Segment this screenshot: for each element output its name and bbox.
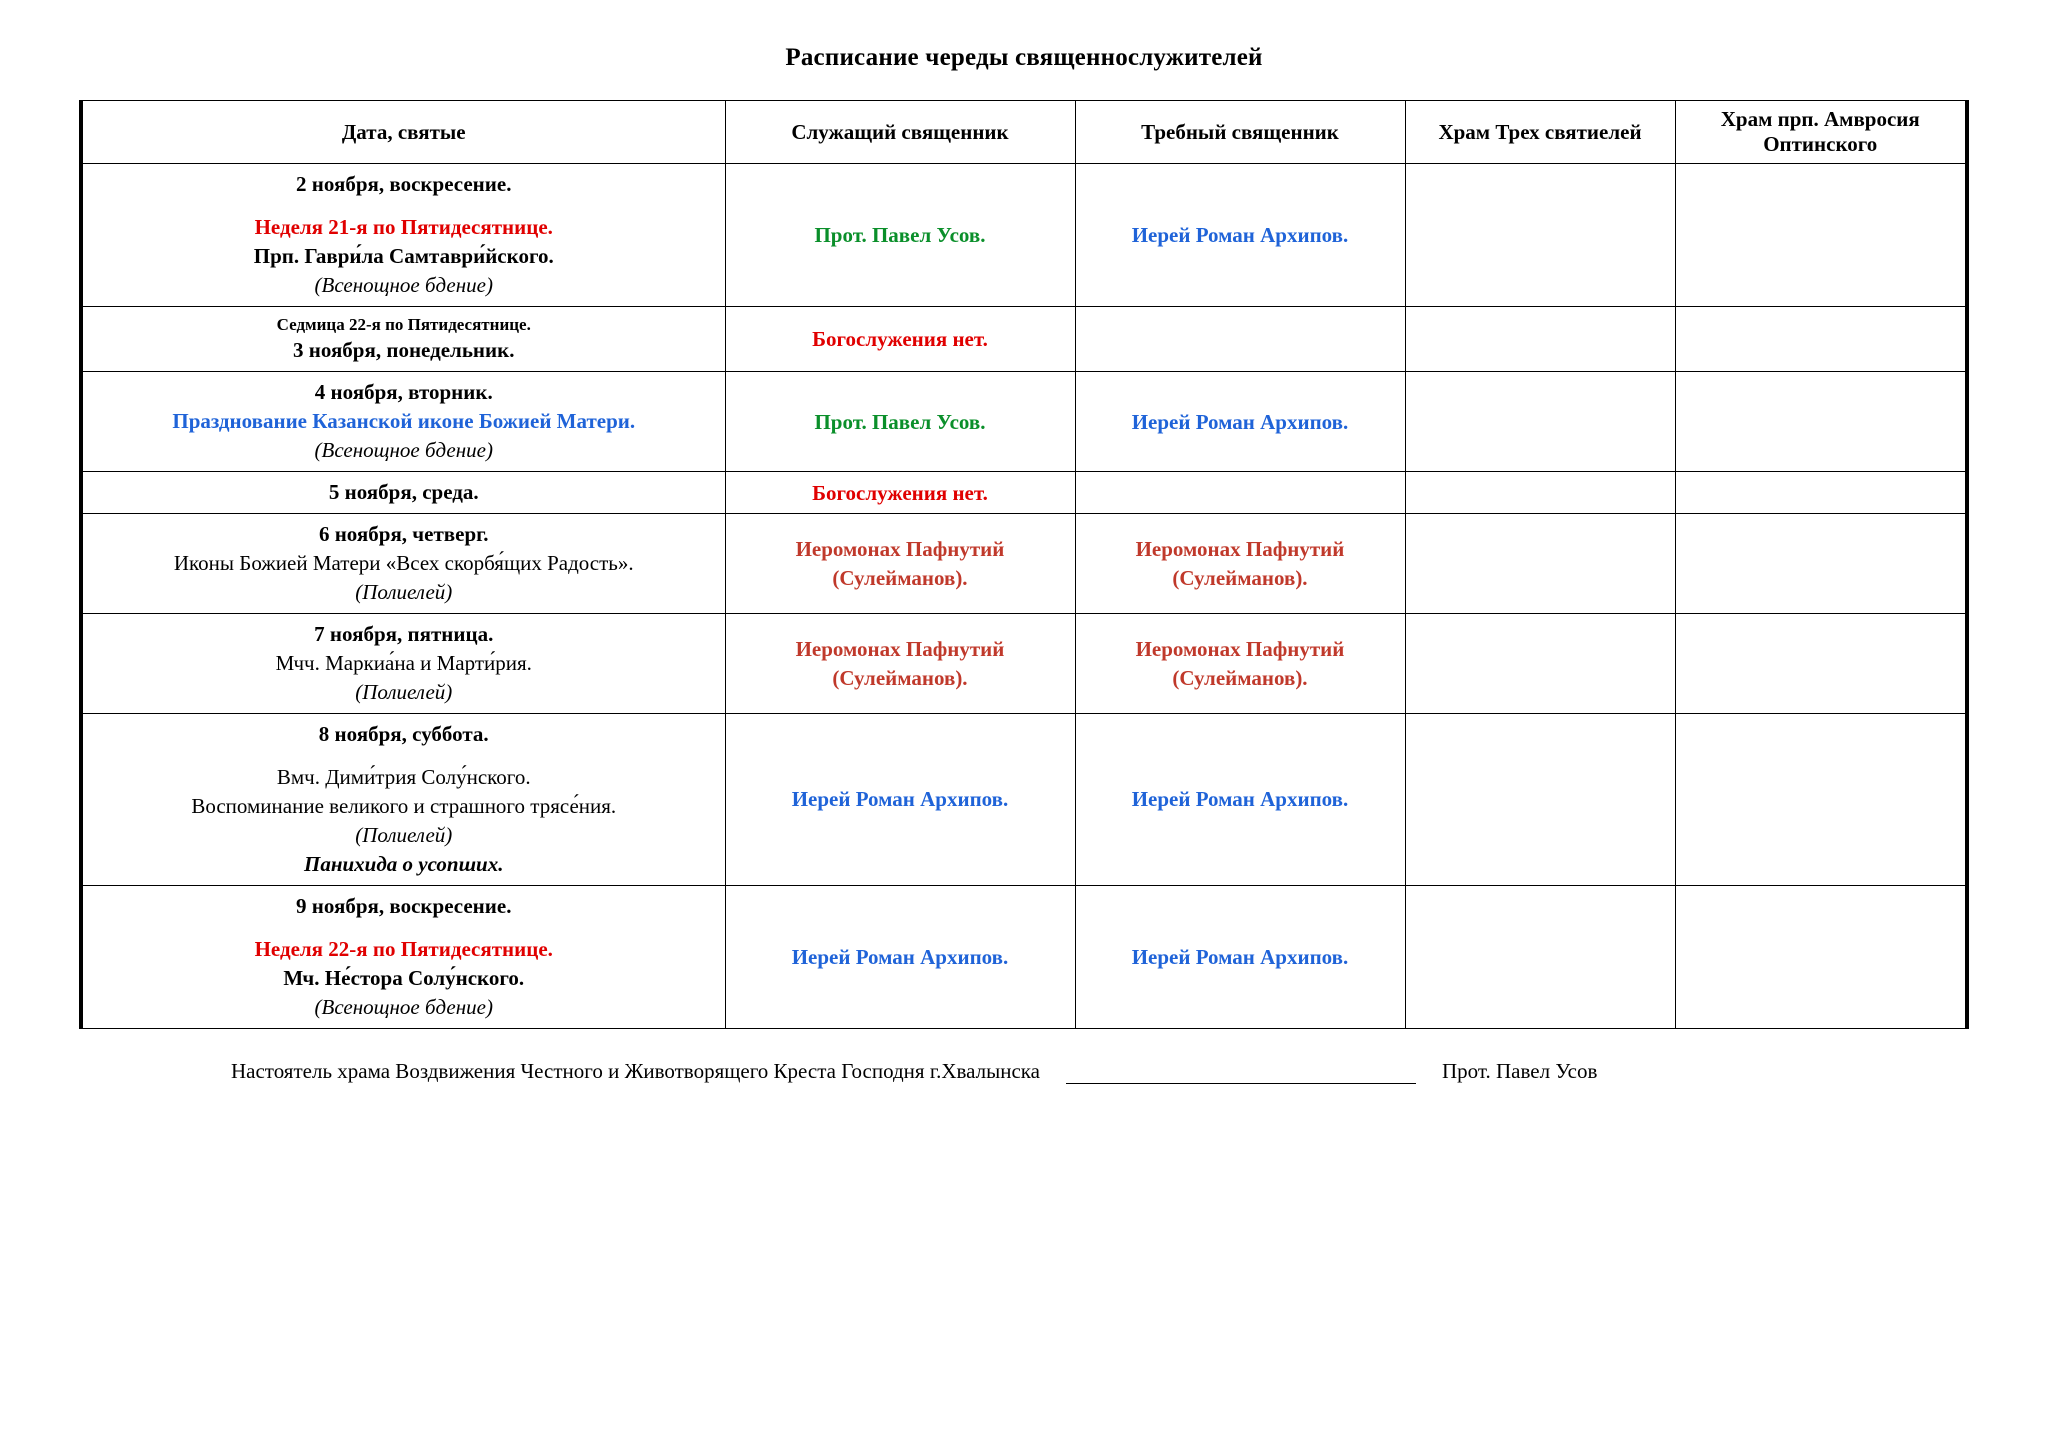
date-line: Неделя 22-я по Пятидесятнице. bbox=[254, 936, 553, 961]
cell-serving-priest: Прот. Павел Усов. bbox=[725, 164, 1075, 307]
cell-serving-priest: Богослужения нет. bbox=[725, 306, 1075, 371]
table-row bbox=[81, 472, 1967, 514]
footer-rector-text: Настоятель храма Воздвижения Честного и Животворящего Креста Господня г.Хвалынска bbox=[231, 1058, 1040, 1083]
cell-date-saints bbox=[81, 885, 725, 1028]
cell-date-saints bbox=[81, 472, 725, 514]
date-line: Воспоминание великого и страшного трясе́ния. bbox=[191, 793, 617, 818]
date-line: Мчч. Маркиа́на и Марти́рия. bbox=[275, 651, 532, 676]
table-row bbox=[81, 713, 1967, 885]
cell-trebny-priest: Иеромонах Пафнутий (Сулейманов). bbox=[1075, 514, 1405, 614]
table-row bbox=[81, 306, 1967, 371]
cell-temple-three-saints bbox=[1405, 472, 1675, 514]
footer-signer-name: Прот. Павел Усов bbox=[1442, 1058, 1598, 1083]
cell-serving-priest: Богослужения нет. bbox=[725, 472, 1075, 514]
table-row bbox=[81, 372, 1967, 472]
cell-date-saints bbox=[81, 164, 725, 307]
date-line: 5 ноября, среда. bbox=[328, 480, 479, 505]
date-line: 9 ноября, воскресение. bbox=[296, 893, 512, 918]
cell-temple-three-saints bbox=[1405, 306, 1675, 371]
cell-serving-priest: Иерей Роман Архипов. bbox=[725, 885, 1075, 1028]
date-line: 7 ноября, пятница. bbox=[314, 622, 494, 647]
column-header-serving-priest: Служащий священник bbox=[725, 101, 1075, 164]
cell-temple-three-saints bbox=[1405, 713, 1675, 885]
footer bbox=[81, 1059, 1967, 1084]
date-line: Прп. Гаври́ла Самтаври́йского. bbox=[253, 243, 554, 268]
cell-temple-three-saints bbox=[1405, 372, 1675, 472]
date-line: Неделя 21-я по Пятидесятнице. bbox=[254, 214, 553, 239]
cell-trebny-priest: Иерей Роман Архипов. bbox=[1075, 885, 1405, 1028]
table-header bbox=[81, 101, 1967, 164]
cell-trebny-priest bbox=[1075, 306, 1405, 371]
header-row bbox=[81, 101, 1967, 164]
cell-trebny-priest: Иерей Роман Архипов. bbox=[1075, 372, 1405, 472]
cell-temple-three-saints bbox=[1405, 514, 1675, 614]
date-line: (Полиелей) bbox=[355, 680, 453, 705]
cell-serving-priest: Прот. Павел Усов. bbox=[725, 372, 1075, 472]
cell-temple-ambrose bbox=[1675, 614, 1967, 714]
cell-date-saints bbox=[81, 372, 725, 472]
table-body bbox=[81, 164, 1967, 1029]
cell-date-saints bbox=[81, 514, 725, 614]
cell-date-saints bbox=[81, 614, 725, 714]
cell-trebny-priest: Иерей Роман Архипов. bbox=[1075, 713, 1405, 885]
table-row bbox=[81, 614, 1967, 714]
table-row bbox=[81, 885, 1967, 1028]
cell-serving-priest: Иерей Роман Архипов. bbox=[725, 713, 1075, 885]
table-row bbox=[81, 514, 1967, 614]
date-line: (Всенощное бдение) bbox=[314, 994, 493, 1019]
date-line: Празднование Казанской иконе Божией Матери. bbox=[172, 409, 636, 434]
date-line: 2 ноября, воскресение. bbox=[296, 172, 512, 196]
date-line: (Полиелей) bbox=[355, 580, 453, 605]
cell-temple-ambrose bbox=[1675, 306, 1967, 371]
signature-line bbox=[1066, 1061, 1416, 1084]
cell-temple-ambrose bbox=[1675, 372, 1967, 472]
cell-date-saints bbox=[81, 306, 725, 371]
date-line: 4 ноября, вторник. bbox=[314, 380, 493, 405]
column-header-date: Дата, святые bbox=[81, 101, 725, 164]
cell-trebny-priest: Иеромонах Пафнутий (Сулейманов). bbox=[1075, 614, 1405, 714]
date-line: (Всенощное бдение) bbox=[314, 272, 493, 297]
date-line: (Всенощное бдение) bbox=[314, 438, 493, 463]
cell-temple-three-saints bbox=[1405, 164, 1675, 307]
cell-temple-ambrose bbox=[1675, 514, 1967, 614]
column-header-trebny-priest: Требный священник bbox=[1075, 101, 1405, 164]
date-line: (Полиелей) bbox=[355, 822, 453, 847]
date-line: Иконы Божией Матери «Всех скорбя́щих Радость». bbox=[173, 551, 634, 576]
cell-trebny-priest bbox=[1075, 472, 1405, 514]
cell-temple-three-saints bbox=[1405, 885, 1675, 1028]
date-line: Панихида о усопших. bbox=[304, 851, 504, 876]
schedule-table bbox=[79, 100, 1969, 1029]
date-line: 8 ноября, суббота. bbox=[318, 721, 489, 746]
cell-trebny-priest: Иерей Роман Архипов. bbox=[1075, 164, 1405, 307]
page-title: Расписание череды священнослужителей bbox=[785, 44, 1263, 71]
column-header-temple-ambrose: Храм прп. Амвросия Оптинского bbox=[1675, 101, 1967, 164]
cell-temple-ambrose bbox=[1675, 713, 1967, 885]
table-row bbox=[81, 164, 1967, 307]
date-line: 6 ноября, четверг. bbox=[318, 522, 489, 547]
cell-temple-ambrose bbox=[1675, 472, 1967, 514]
cell-temple-ambrose bbox=[1675, 885, 1967, 1028]
column-header-temple-three-saints: Храм Трех святиелей bbox=[1405, 101, 1675, 164]
date-line: Вмч. Дими́трия Солу́нского. bbox=[276, 764, 531, 789]
cell-serving-priest: Иеромонах Пафнутий (Сулейманов). bbox=[725, 514, 1075, 614]
cell-date-saints bbox=[81, 713, 725, 885]
date-line: Мч. Не́стора Солу́нского. bbox=[283, 965, 525, 990]
date-line: Седмица 22-я по Пятидесятнице. bbox=[276, 314, 531, 334]
date-line: 3 ноября, понедельник. bbox=[293, 338, 515, 363]
cell-serving-priest: Иеромонах Пафнутий (Сулейманов). bbox=[725, 614, 1075, 714]
cell-temple-three-saints bbox=[1405, 614, 1675, 714]
cell-temple-ambrose bbox=[1675, 164, 1967, 307]
